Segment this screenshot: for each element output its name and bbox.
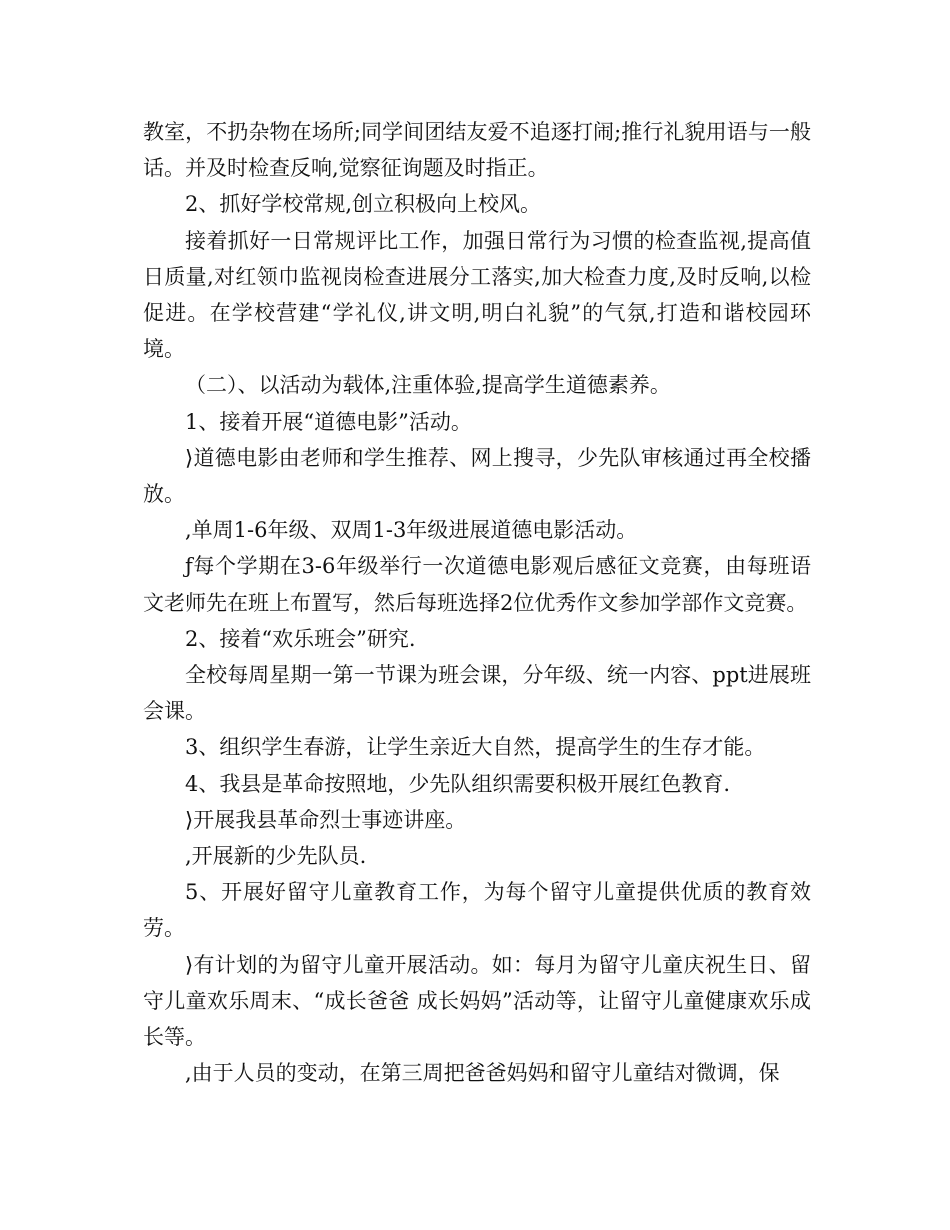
paragraph-item-1-heading: 1、接着开展“道德电影”活动。 — [185, 409, 472, 434]
list-item: ƒ每个学期在3-6年级举行一次道德电影观后感征文竞赛，由每班语文老师先在班上布置写，然后每班选择2位优秀作文参加学部作文竞赛。 — [143, 554, 811, 615]
paragraph-item-5-heading: 5、开展好留守儿童教育工作，为每个留守儿童提供优质的教育效劳。 — [143, 880, 811, 941]
paragraph-item-3: 3、组织学生春游，让学生亲近大自然，提高学生的生存才能。 — [185, 735, 766, 760]
list-item: ,开展新的少先队员. — [185, 844, 367, 869]
list-item: ⟩开展我县革命烈士事迹讲座。 — [185, 807, 467, 832]
paragraph-continued: 教室，不扔杂物在场所;同学间团结友爱不追逐打闹;推行礼貌用语与一般话。并及时检查反响,觉察征询题及时指正。 — [143, 120, 811, 181]
paragraph-item-4-heading: 4、我县是革命按照地，少先队组织需要积极开展红色教育. — [185, 771, 731, 796]
list-item: ,由于人员的变动，在第三周把爸爸妈妈和留守儿童结对微调，保 — [185, 1061, 780, 1086]
paragraph: 全校每周星期一第一节课为班会课，分年级、统一内容、ppt进展班会课。 — [143, 663, 811, 724]
list-item: ⟩有计划的为留守儿童开展活动。如：每月为留守儿童庆祝生日、留守儿童欢乐周末、“成长爸爸 成长妈妈”活动等，让留守儿童健康欢乐成长等。 — [143, 952, 811, 1050]
paragraph-item-2-heading: 2、抓好学校常规,创立积极向上校风。 — [185, 192, 542, 217]
list-item: ⟩道德电影由老师和学生推荐、网上搜寻，少先队审核通过再全校播放。 — [143, 445, 811, 507]
paragraph-item-2-heading: 2、接着“欢乐班会”研究. — [185, 626, 416, 651]
list-item: ,单周1-6年级、双周1-3年级进展道德电影活动。 — [185, 518, 638, 543]
paragraph: 接着抓好一日常规评比工作，加强日常行为习惯的检查监视,提高值日质量,对红领巾监视岗检查进展分工落实,加大检查力度,及时反响,以检促进。在学校营建“学礼仪,讲文明,明白礼貌”的气氛,打造和谐校园环境。 — [143, 228, 811, 362]
section-heading-2: （二）、以活动为载体,注重体验,提高学生道德素养。 — [185, 373, 671, 398]
document-body — [143, 114, 811, 1091]
